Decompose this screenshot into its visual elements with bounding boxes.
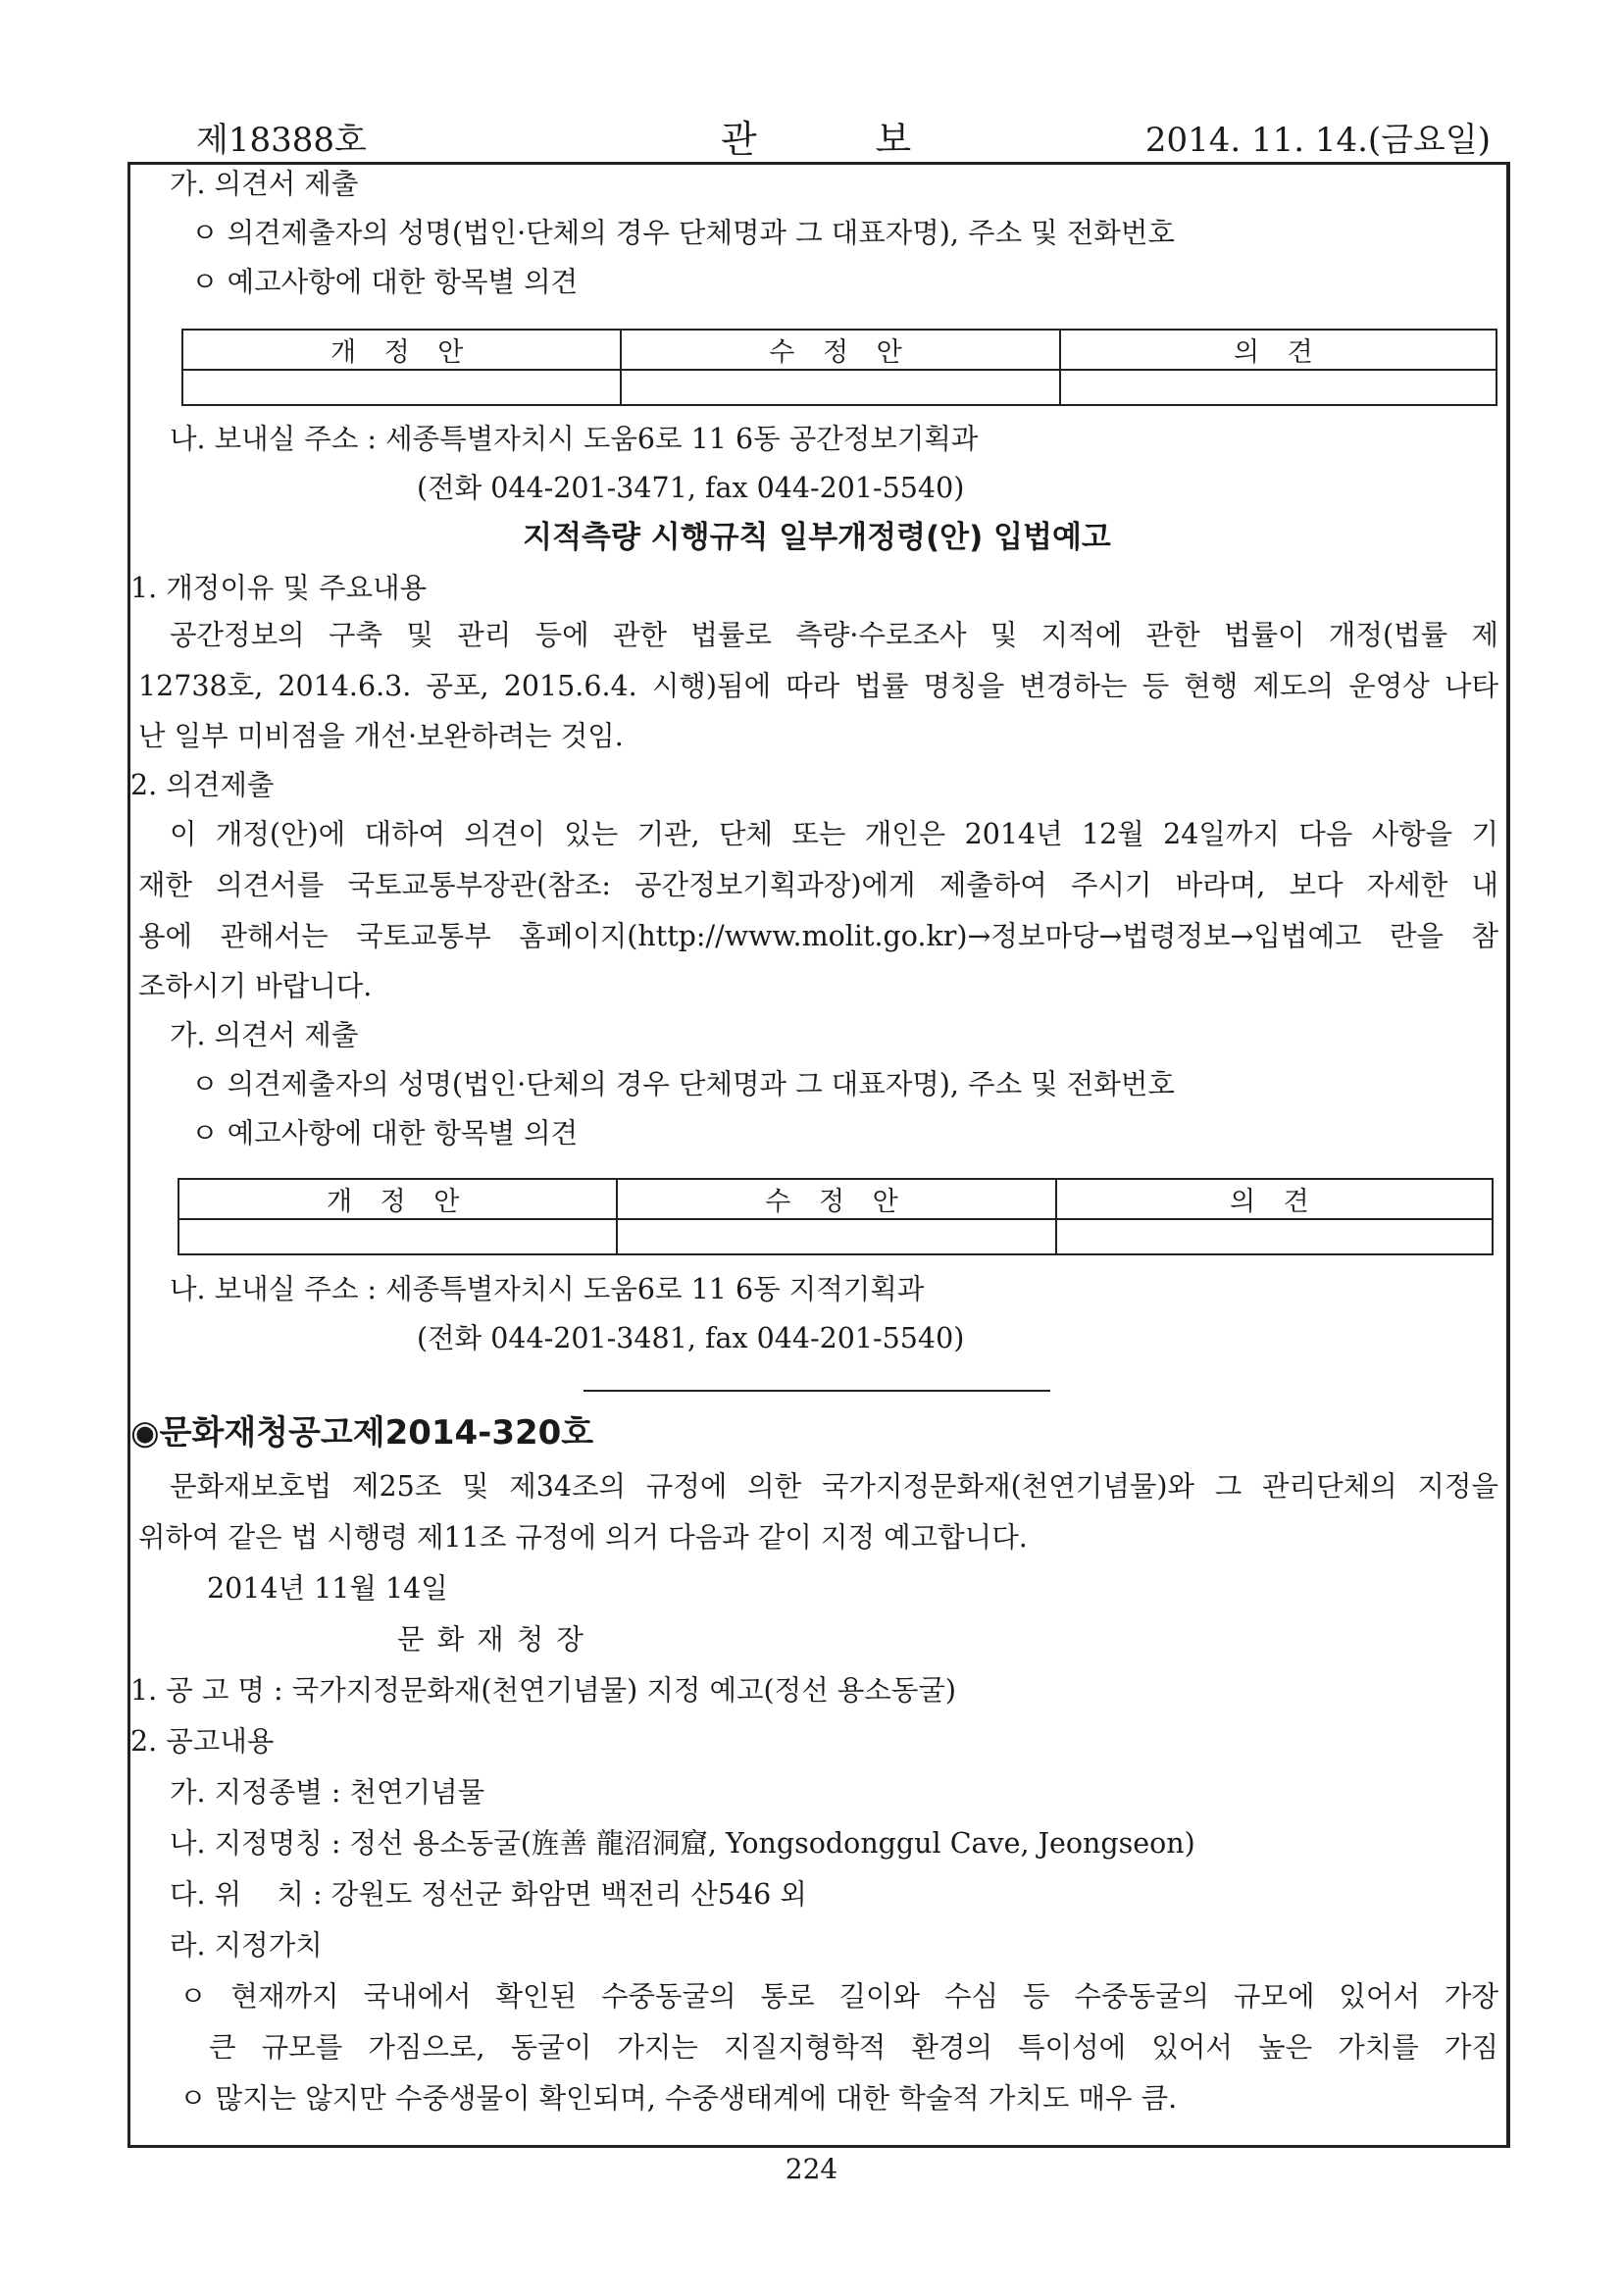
s2-heading-2: 2. 의견제출 <box>130 769 275 801</box>
s2-bullet-1: ㅇ 의견제출자의 성명(법인·단체의 경우 단체명과 그 대표자명), 주소 및 전화번호 <box>191 1068 1175 1100</box>
s3-item-ga: 가. 지정종별 : 천연기념물 <box>170 1776 485 1809</box>
s2-table-header-3: 의 견 <box>1056 1179 1493 1219</box>
s1-table-cell <box>621 370 1059 405</box>
page-number: 224 <box>785 2153 838 2185</box>
s2-para2-line2: 재한 의견서를 국토교통부장관(참조: 공간정보기획과장)에게 제출하여 주시기 바라며, 보다 자세한 내 <box>138 869 1498 901</box>
s2-table-cell <box>178 1219 617 1254</box>
s2-para1-line3: 난 일부 미비점을 개선·보완하려는 것임. <box>138 720 624 752</box>
s3-para-line1: 문화재보호법 제25조 및 제34조의 규정에 의한 국가지정문화재(천연기념물)와 그 관리단체의 지정을 <box>170 1470 1498 1503</box>
s2-opinion-table <box>178 1178 1494 1255</box>
s3-value-2: ㅇ 많지는 않지만 수중생물이 확인되며, 수중생태계에 대한 학술적 가치도 매우 큼. <box>179 2082 1178 2115</box>
s3-notice-title: ◉문화재청공고제2014-320호 <box>130 1413 594 1453</box>
s3-value-1-line2: 큰 규모를 가짐으로, 동굴이 가지는 지질지형학적 환경의 특이성에 있어서 높은 가치를 가짐 <box>209 2031 1498 2064</box>
s2-para2-line1: 이 개정(안)에 대하여 의견이 있는 기관, 단체 또는 개인은 2014년 12월 24일까지 다음 사항을 기 <box>170 818 1498 850</box>
s2-contact: (전화 044-201-3481, fax 044-201-5540) <box>417 1322 965 1354</box>
s1-opinion-table <box>181 329 1497 406</box>
s3-item-1: 1. 공 고 명 : 국가지정문화재(천연기념물) 지정 예고(정선 용소동굴) <box>130 1674 957 1707</box>
s3-issuer: 문 화 재 청 장 <box>397 1623 585 1656</box>
s3-item-2: 2. 공고내용 <box>130 1725 275 1758</box>
s2-item-na: 나. 보내실 주소 : 세종특별자치시 도움6로 11 6동 지적기획과 <box>170 1273 925 1305</box>
s1-table-cell <box>182 370 621 405</box>
issue-date: 2014. 11. 14.(금요일) <box>1144 121 1491 160</box>
s2-heading-1: 1. 개정이유 및 주요내용 <box>130 572 428 604</box>
s3-date: 2014년 11월 14일 <box>207 1572 448 1605</box>
s2-title: 지적측량 시행규칙 일부개정령(안) 입법예고 <box>523 520 1111 555</box>
s2-table-cell <box>617 1219 1055 1254</box>
s2-table-cell <box>1056 1219 1493 1254</box>
s1-table-header-1: 개 정 안 <box>182 330 621 370</box>
s1-table-cell <box>1060 370 1496 405</box>
s2-para1-line2: 12738호, 2014.6.3. 공포, 2015.6.4. 시행)됨에 따라 법률 명칭을 변경하는 등 현행 제도의 운영상 나타 <box>138 670 1498 702</box>
s3-item-na: 나. 지정명칭 : 정선 용소동굴(旌善 龍沼洞窟, Yongsodonggul Cave, Jeongseon) <box>170 1827 1195 1860</box>
gazette-title: 관 보 <box>721 118 912 161</box>
s3-item-ra: 라. 지정가치 <box>170 1929 323 1962</box>
s2-para2-line3: 용에 관해서는 국토교통부 홈페이지(http://www.molit.go.kr)→정보마당→법령정보→입법예고 란을 참 <box>138 920 1498 952</box>
s3-item-da: 다. 위 치 : 강원도 정선군 화암면 백전리 산546 외 <box>170 1878 807 1911</box>
s1-item-na: 나. 보내실 주소 : 세종특별자치시 도움6로 11 6동 공간정보기획과 <box>170 423 979 455</box>
s2-para2-line4: 조하시기 바랍니다. <box>138 970 373 1002</box>
s1-contact: (전화 044-201-3471, fax 044-201-5540) <box>417 472 965 504</box>
s1-table-header-3: 의 견 <box>1060 330 1496 370</box>
s1-bullet-1: ㅇ 의견제출자의 성명(법인·단체의 경우 단체명과 그 대표자명), 주소 및 전화번호 <box>191 217 1175 249</box>
section-divider <box>583 1390 1050 1392</box>
s2-para1-line1: 공간정보의 구축 및 관리 등에 관한 법률로 측량·수로조사 및 지적에 관한 법률이 개정(법률 제 <box>170 619 1498 651</box>
s1-table-header-2: 수 정 안 <box>621 330 1059 370</box>
page-header <box>196 113 1491 162</box>
s3-para-line2: 위하여 같은 법 시행령 제11조 규정에 의거 다음과 같이 지정 예고합니다. <box>138 1521 1028 1554</box>
issue-number: 제18388호 <box>196 121 367 160</box>
s2-bullet-2: ㅇ 예고사항에 대한 항목별 의견 <box>191 1117 579 1149</box>
s1-bullet-2: ㅇ 예고사항에 대한 항목별 의견 <box>191 266 579 298</box>
s3-value-1-line1: ㅇ 현재까지 국내에서 확인된 수중동굴의 통로 길이와 수심 등 수중동굴의 규모에 있어서 가장 <box>179 1980 1498 2013</box>
s2-item-ga: 가. 의견서 제출 <box>170 1019 359 1051</box>
s2-table-header-1: 개 정 안 <box>178 1179 617 1219</box>
s1-item-ga: 가. 의견서 제출 <box>170 168 359 200</box>
s2-table-header-2: 수 정 안 <box>617 1179 1055 1219</box>
